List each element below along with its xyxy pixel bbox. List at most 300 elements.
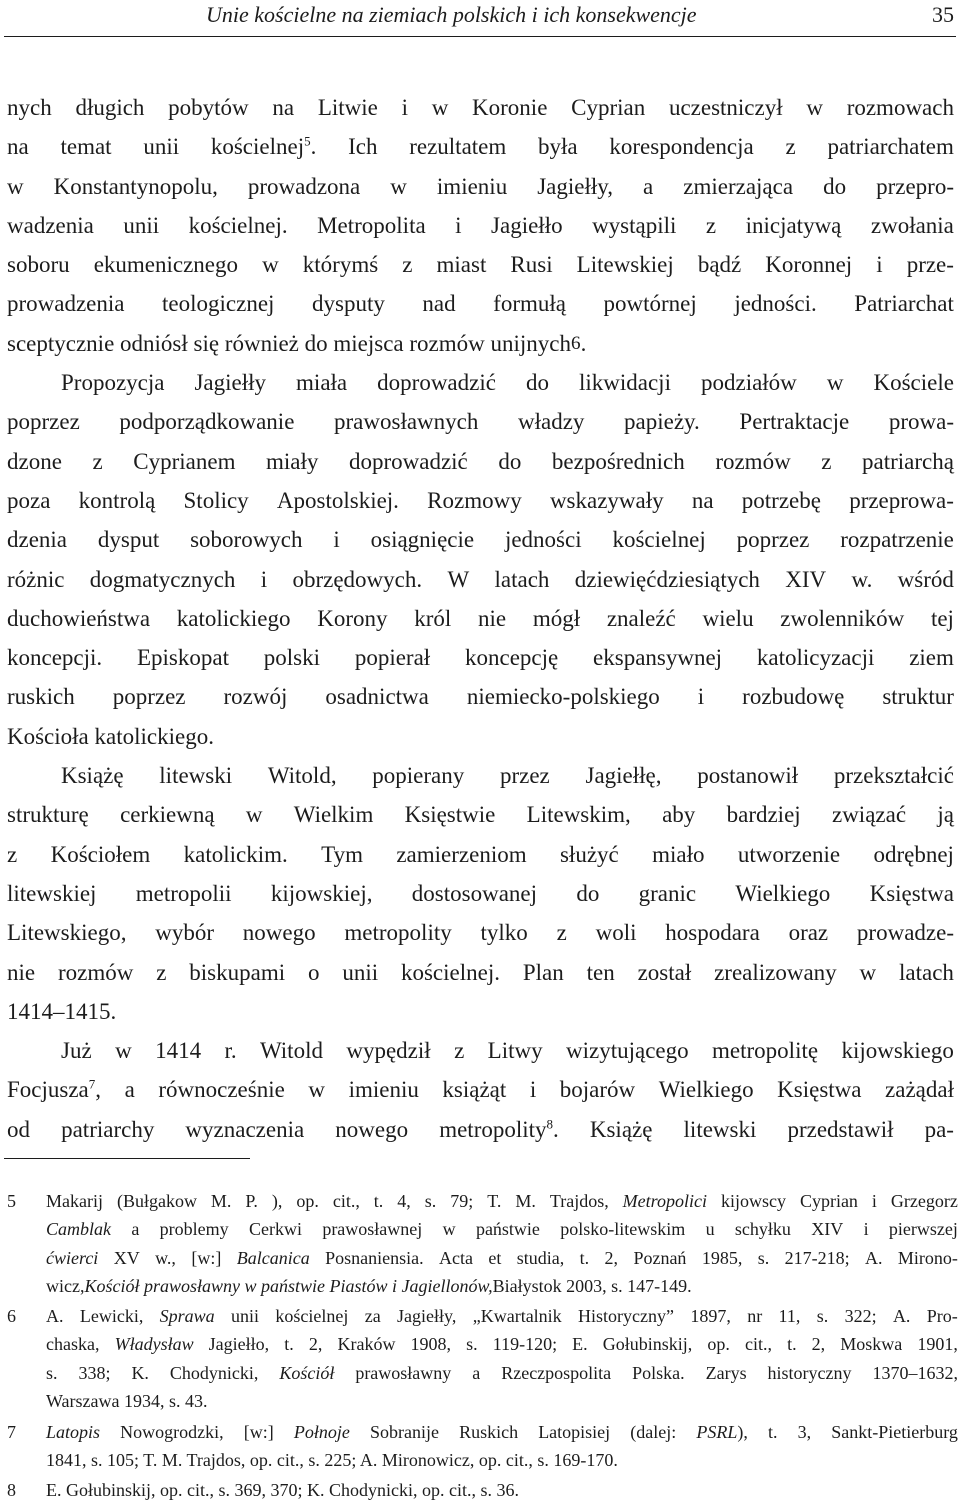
word: Episkopat — [136, 645, 229, 671]
word: 1370–1632, — [872, 1362, 958, 1383]
word: latach — [494, 566, 550, 592]
word: A. — [892, 1306, 911, 1326]
word: patriarchatem — [827, 134, 954, 160]
word: do — [525, 370, 549, 396]
footnote-line — [46, 1302, 958, 1330]
text-line — [7, 520, 954, 559]
word: 4, — [397, 1191, 411, 1211]
word: wyznaczenia — [185, 1116, 305, 1142]
word: Kościołem — [50, 841, 151, 867]
word: soborowych — [190, 527, 303, 553]
word: Focjusza$^7$, — [7, 1076, 102, 1103]
word: Polska. — [632, 1362, 685, 1383]
word: cerkiewną — [120, 802, 215, 828]
word: w — [390, 173, 407, 199]
word: niemiecko-polskiego — [466, 684, 660, 710]
word: Nowogrodzki, — [120, 1422, 224, 1442]
word: różnic — [7, 566, 65, 592]
word: za — [364, 1306, 381, 1326]
word: problemy — [159, 1219, 229, 1240]
word: T. — [487, 1191, 502, 1211]
word: Wielkiego — [658, 1077, 754, 1103]
text-line — [7, 1070, 954, 1109]
word: zwolenników — [780, 605, 905, 631]
word: M. — [210, 1191, 232, 1211]
word: miało — [652, 841, 705, 867]
text-line: Kościoła katolickiego. — [7, 723, 214, 749]
text-line — [7, 88, 954, 127]
word: państwie — [475, 1219, 540, 1240]
word: struktur — [882, 684, 954, 710]
word: równocześnie — [158, 1077, 285, 1103]
word: prze- — [906, 252, 954, 278]
word: W — [447, 566, 470, 592]
word: 338; — [78, 1362, 111, 1383]
word: s. — [466, 1334, 478, 1355]
word: temat — [60, 134, 112, 160]
word: na — [691, 487, 714, 513]
word: 217-218; — [784, 1247, 850, 1268]
word: patriarchą — [862, 448, 954, 474]
word: Księstwie — [404, 802, 496, 828]
word: Władysław — [114, 1334, 194, 1355]
word: przeprowa- — [849, 487, 954, 513]
word: 2, — [308, 1334, 323, 1355]
word: osadnictwa — [325, 684, 429, 710]
word: Już — [61, 1038, 92, 1064]
word: bojarów — [559, 1077, 636, 1103]
word: dostosowanej — [411, 880, 538, 906]
word: Latopis — [46, 1422, 101, 1442]
word: metropolity — [344, 920, 452, 946]
text-line — [7, 795, 954, 834]
word: Jagiełły — [194, 370, 267, 396]
word: Kościół — [279, 1362, 335, 1383]
word: P. — [245, 1191, 258, 1211]
word: kościelnej. — [400, 959, 500, 985]
word: tej — [930, 605, 954, 631]
word: i — [333, 527, 340, 553]
running-title: Unie kościelne na ziemiach polskich i ich konsekwencje — [206, 2, 697, 27]
word: ćwierci — [46, 1247, 99, 1268]
word: rozmów — [715, 448, 791, 474]
word: rozwój — [223, 684, 288, 710]
word: 1901, — [917, 1334, 958, 1355]
word: do — [576, 880, 600, 906]
word: Jagiełło — [491, 212, 563, 238]
text-line — [7, 874, 954, 913]
word: Makarij — [46, 1191, 103, 1211]
word: z — [821, 448, 832, 474]
word: ją — [937, 802, 954, 828]
word: E. — [572, 1334, 588, 1355]
word: Patriarchat — [854, 291, 954, 317]
word: s. — [424, 1191, 437, 1211]
word: Cyprian — [571, 95, 646, 120]
word: z — [7, 841, 18, 867]
body-text — [7, 88, 954, 1149]
word: powtórnej — [603, 291, 697, 317]
word: Pertraktacje — [739, 409, 850, 435]
word: przez — [499, 763, 550, 789]
word: zwołania — [870, 212, 954, 238]
word: bardziej — [726, 802, 801, 828]
word: Balcanica — [236, 1247, 310, 1268]
word: zamierzeniom — [396, 841, 527, 867]
word: którymś — [302, 252, 379, 278]
word: przekształcić — [833, 763, 954, 789]
word: Sobranije — [369, 1422, 439, 1442]
word: litewski — [683, 1116, 757, 1142]
word: Rzeczpospolita — [501, 1362, 612, 1383]
word: 2, — [604, 1247, 619, 1268]
word: historyczny — [767, 1362, 852, 1383]
word: Jagiełły, — [537, 173, 614, 199]
word: Moskwa — [840, 1334, 903, 1355]
word: wielu — [702, 605, 754, 631]
word: ruskich — [7, 684, 75, 710]
word: Księstwa — [869, 880, 954, 906]
word: Książę — [589, 1116, 653, 1142]
word: dziewięćdziesiątych — [574, 566, 760, 592]
word: Latopisiej — [538, 1422, 611, 1442]
word: zmierzająca — [683, 173, 794, 199]
word: z — [156, 959, 167, 985]
word: miały — [266, 448, 319, 474]
word: Grzegorz — [890, 1191, 958, 1211]
word: katolicyzacji — [756, 645, 875, 671]
word: Jagiełły, — [397, 1306, 457, 1326]
word: prawosławnych — [334, 409, 479, 435]
word: papieży. — [624, 409, 700, 435]
word: w — [115, 1038, 132, 1064]
text-line — [7, 1031, 954, 1070]
word: koncepcję — [465, 645, 559, 671]
word: studia, — [516, 1247, 565, 1268]
word: t. — [373, 1191, 384, 1211]
word: podziałów — [700, 370, 797, 396]
word: w — [7, 173, 24, 199]
text-line — [7, 835, 954, 874]
word: na — [7, 134, 29, 160]
word: rozmów — [57, 959, 134, 985]
word: ziem — [909, 645, 954, 671]
word: poprzez — [736, 527, 810, 553]
word: Mirono- — [897, 1247, 958, 1268]
word: nr — [747, 1306, 763, 1326]
text-line — [7, 442, 954, 481]
word: do — [498, 448, 522, 474]
word: potrzebę — [741, 487, 821, 513]
word: et — [488, 1247, 502, 1268]
word: nie — [7, 959, 36, 985]
word: bądź — [697, 252, 742, 278]
word: obrzędowych. — [292, 566, 423, 592]
word: Połnoje — [293, 1422, 350, 1442]
word: rozbudowę — [742, 684, 845, 710]
word: Pro- — [926, 1306, 958, 1326]
word: kijowskiej, — [270, 880, 373, 906]
word: Cerkwi — [248, 1219, 302, 1240]
word: t. — [787, 1334, 797, 1355]
word: zażądał — [885, 1077, 954, 1103]
word: likwidacji — [578, 370, 671, 396]
word: mógł — [532, 605, 581, 631]
word: imieniu — [348, 1077, 419, 1103]
word: hospodara — [665, 920, 760, 946]
word: korespondencja — [609, 134, 754, 160]
word: latach — [899, 959, 954, 985]
word: Ich — [348, 134, 378, 160]
word: chaska, — [46, 1334, 100, 1355]
word: z — [92, 448, 103, 474]
word: teologicznej — [162, 291, 275, 317]
word: Apostolskiej. — [276, 487, 399, 513]
word: unii — [143, 134, 180, 160]
word: w — [859, 959, 877, 985]
word: Stolicy — [183, 487, 249, 513]
word: Chodynicki, — [169, 1362, 259, 1383]
text-line: 1414–1415. — [7, 998, 117, 1024]
footnote — [7, 1476, 958, 1504]
word: M. — [515, 1191, 536, 1211]
word: przepro- — [876, 173, 954, 199]
word: kościelnej$^5$. — [210, 133, 317, 160]
word: Gołubinskij, — [602, 1334, 693, 1355]
word: unii — [342, 959, 379, 985]
word: zrealizowany — [714, 959, 837, 985]
word: ekspansywnej — [593, 645, 723, 671]
footnote-line — [46, 1187, 958, 1215]
word: i — [871, 1191, 877, 1211]
word: XIV — [785, 566, 827, 592]
word: służyć — [559, 841, 619, 867]
word: dysput — [97, 527, 160, 553]
word: z — [454, 1038, 465, 1064]
word: pa- — [924, 1116, 954, 1142]
word: rozpatrzenie — [840, 527, 954, 553]
word: strukturę — [7, 802, 89, 828]
word: unii — [123, 212, 160, 238]
word: kijowskiego — [841, 1038, 954, 1064]
word: poprzez — [112, 684, 186, 710]
word: s. — [46, 1362, 58, 1383]
word: i — [260, 566, 268, 592]
word: Metropolici — [622, 1191, 707, 1211]
text-line — [7, 206, 954, 245]
word: w — [262, 252, 279, 278]
word: w — [308, 1077, 325, 1103]
word: Wielkim — [293, 802, 374, 828]
word: Rozmowy — [427, 487, 522, 513]
footnote-number: 7 — [7, 1422, 16, 1442]
word: został — [637, 959, 692, 985]
word: Sankt-Pietierburg — [831, 1422, 958, 1442]
word: [w:] — [191, 1247, 222, 1268]
word: unii — [231, 1306, 260, 1326]
footnote-line: 1841, s. 105; T. M. Trajdos, op. cit., s. 225; A. Mironowicz, op. cit., s. 169-170. — [46, 1450, 618, 1471]
word: i — [876, 252, 883, 278]
word: nych — [7, 95, 52, 120]
word: Zarys — [705, 1362, 747, 1383]
word: w — [806, 95, 823, 120]
word: książąt — [442, 1077, 507, 1103]
word: kościelnej. — [188, 212, 288, 238]
word: Wielkiego — [735, 880, 831, 906]
word: metropolity$^8$. — [439, 1116, 559, 1142]
word: op. — [707, 1334, 730, 1355]
text-line — [7, 1110, 954, 1149]
word: prawosławny — [355, 1362, 452, 1383]
word: przedstawił — [787, 1116, 894, 1142]
word: woli — [595, 920, 637, 946]
word: i — [529, 1077, 537, 1103]
word: na — [272, 95, 295, 120]
word: cit., — [744, 1334, 772, 1355]
word: była — [538, 134, 578, 160]
word: K. — [131, 1362, 149, 1383]
footnote-line: E. Gołubinskij, op. cit., s. 369, 370; K. Chodynicki, op. cit., s. 36. — [46, 1480, 519, 1500]
word: długich — [75, 95, 145, 120]
word: nie — [477, 605, 507, 631]
word: kijowscy — [720, 1191, 786, 1211]
word: s. — [757, 1247, 770, 1268]
word: pierwszej — [888, 1219, 958, 1240]
word: z — [556, 920, 567, 946]
word: 1897, — [690, 1306, 731, 1326]
word: (Bułgakow — [116, 1191, 197, 1211]
word: a — [643, 173, 654, 199]
footnote-line — [46, 1359, 958, 1387]
word: Poznań — [633, 1247, 687, 1268]
word: Tym — [321, 841, 363, 867]
word: biskupami — [189, 959, 286, 985]
word: 322; — [844, 1306, 877, 1326]
word: prowadzona — [247, 173, 361, 199]
word: utworzenie — [737, 841, 841, 867]
word: kościelnej — [612, 527, 706, 553]
page-number: 35 — [932, 2, 954, 27]
word: Posnaniensia. — [325, 1247, 424, 1268]
word: prowa- — [888, 409, 954, 435]
word: Acta — [438, 1247, 473, 1268]
word: Koronie — [472, 95, 548, 120]
word: t. — [768, 1422, 778, 1442]
word: wystąpili — [592, 212, 677, 238]
word: nowego — [335, 1116, 409, 1142]
text-line — [7, 913, 954, 952]
word: Propozycja — [61, 370, 165, 396]
word: w — [442, 1219, 456, 1240]
word: Kościele — [873, 370, 954, 396]
word: XV — [113, 1247, 140, 1268]
word: kościelnej — [275, 1306, 349, 1326]
word: duchowieństwa — [7, 605, 151, 631]
footnote-line — [46, 1244, 958, 1272]
word: dogmatycznych — [89, 566, 236, 592]
word: formułą — [493, 291, 566, 317]
word: kontrolą — [78, 487, 156, 513]
footnote — [7, 1418, 958, 1475]
word: litewski — [159, 763, 233, 789]
word: 1414 — [155, 1038, 202, 1064]
word: uczestniczył — [668, 95, 783, 120]
word: ), — [271, 1191, 283, 1211]
word: wadzenia — [7, 212, 94, 238]
word: z — [705, 212, 717, 238]
word: jedności — [504, 527, 582, 553]
word: od — [7, 1116, 30, 1142]
word: odrębnej — [873, 841, 954, 867]
word: Trajdos, — [549, 1191, 609, 1211]
text-line: sceptycznie odniósł się również do miejsca rozmów unijnych 6 . — [7, 330, 587, 356]
word: ekumenicznego — [93, 252, 239, 278]
footnote-number: 8 — [7, 1480, 16, 1500]
footnote-line: Warszawa 1934, s. 43. — [46, 1391, 208, 1412]
word: 1908, — [410, 1334, 452, 1355]
word: Metropolita — [317, 212, 426, 238]
word: poprzez — [7, 409, 80, 435]
word: 11, — [778, 1306, 801, 1326]
word: Jagiełło, — [208, 1334, 270, 1355]
word: tylko — [480, 920, 528, 946]
word: Rusi — [510, 252, 553, 278]
word: oraz — [788, 920, 829, 946]
word: do — [823, 173, 847, 199]
text-line — [7, 756, 954, 795]
word: nad — [422, 291, 456, 317]
word: prowadze- — [856, 920, 954, 946]
text-line — [7, 481, 954, 520]
word: patriarchy — [61, 1116, 155, 1142]
word: Litwy — [487, 1038, 543, 1064]
word: Sprawa — [159, 1306, 215, 1326]
word: król — [414, 605, 452, 631]
header-rule — [4, 36, 956, 37]
word: polsko-litewskim — [560, 1219, 686, 1240]
word: cit., — [332, 1191, 360, 1211]
word: 119-120; — [492, 1334, 558, 1355]
word: w — [245, 802, 263, 828]
word: Cyprianem — [133, 448, 236, 474]
word: a — [472, 1362, 481, 1383]
footnote-line — [46, 1215, 958, 1243]
word: prowadzenia — [7, 291, 125, 317]
word: Kraków — [337, 1334, 396, 1355]
footnote-number: 6 — [7, 1306, 16, 1326]
word: postanowił — [697, 763, 799, 789]
word: i — [401, 95, 408, 120]
text-line — [7, 363, 954, 402]
word: a — [124, 1077, 135, 1103]
footnote-line: wicz, Kościół prawosławny w państwie Piastów i Jagiellonów, Białystok 2003, s. 147-149. — [46, 1276, 692, 1297]
word: Plan — [522, 959, 564, 985]
word: 2, — [811, 1334, 826, 1355]
word: i — [697, 684, 705, 710]
word: rozmowach — [846, 95, 954, 120]
word: Księstwa — [777, 1077, 862, 1103]
word: z — [402, 252, 413, 278]
word: Konstantynopolu, — [53, 173, 218, 199]
word: A. — [865, 1247, 883, 1268]
word: Korony — [317, 605, 388, 631]
word: o — [307, 959, 320, 985]
word: polski — [263, 645, 321, 671]
word: katolickim. — [183, 841, 288, 867]
word: i — [863, 1219, 869, 1240]
word: XIV — [811, 1219, 844, 1240]
word: Jagiełłę, — [585, 763, 662, 789]
